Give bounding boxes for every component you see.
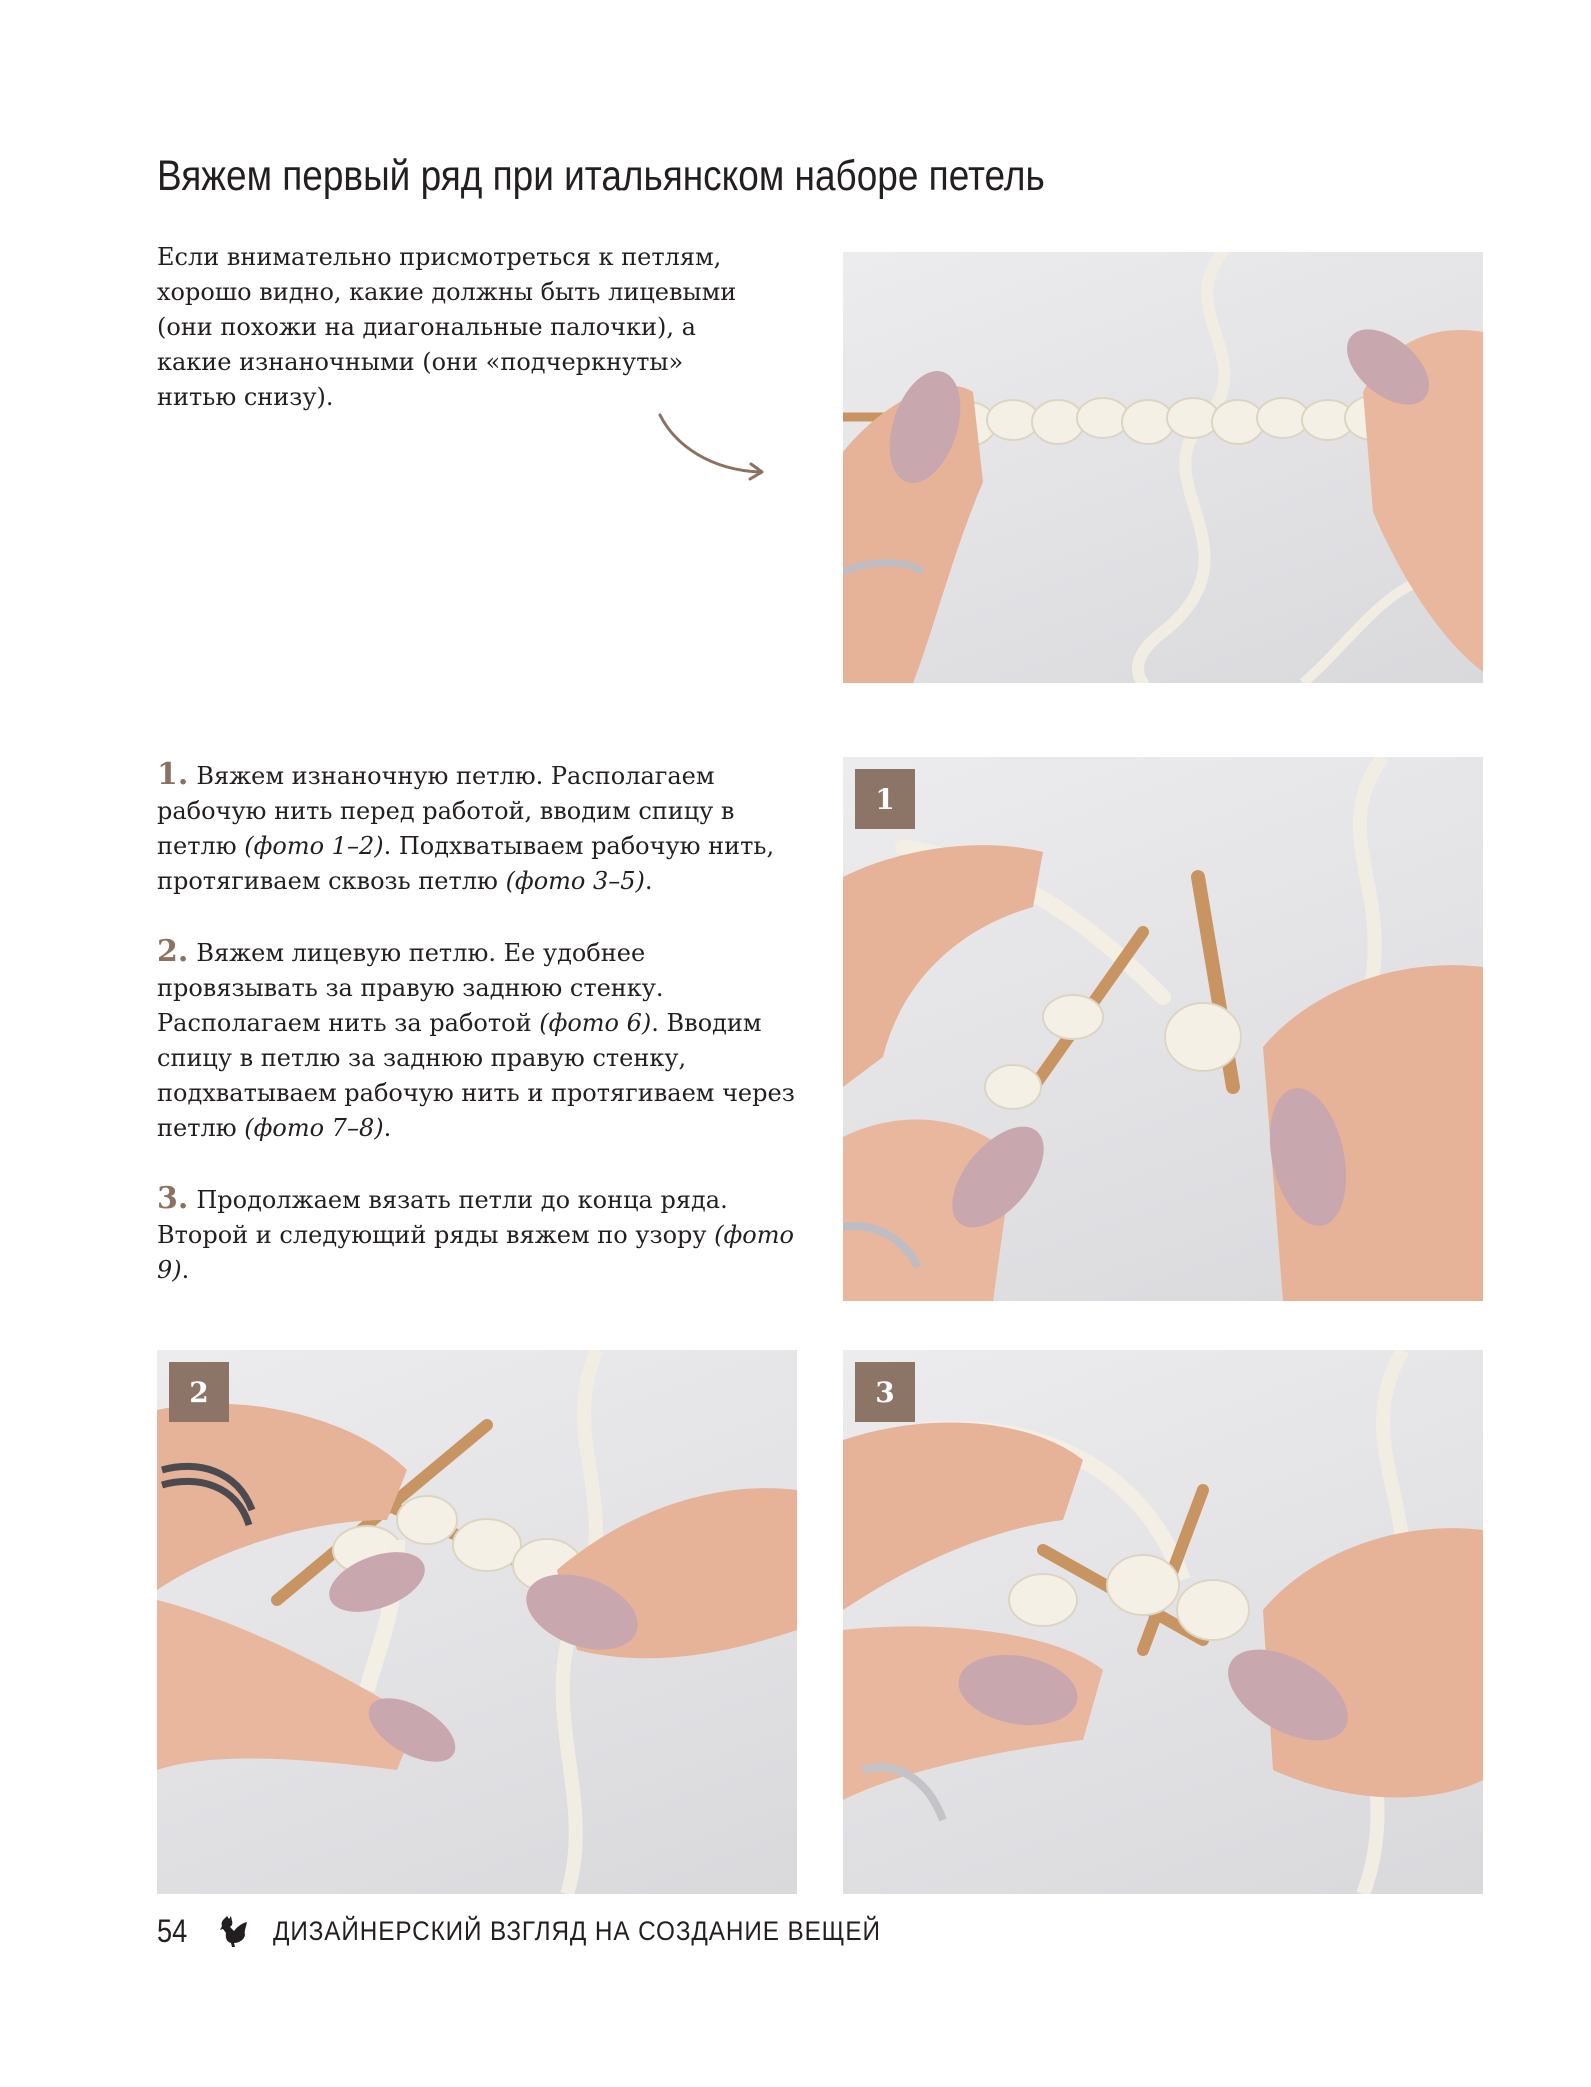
photo-number-badge: 3 bbox=[855, 1362, 915, 1422]
knitting-illustration bbox=[843, 252, 1483, 683]
knitting-illustration bbox=[157, 1350, 797, 1894]
step-number: 2. bbox=[157, 934, 189, 969]
photo-step-1 bbox=[843, 757, 1483, 1301]
curved-arrow-icon bbox=[655, 410, 770, 490]
page-footer bbox=[157, 1906, 948, 1956]
step-2 bbox=[157, 934, 797, 1146]
photo-step-3 bbox=[843, 1350, 1483, 1894]
step-1 bbox=[157, 757, 797, 899]
step-text: . Вводим спицу в петлю за заднюю правую стенку, подхватываем рабочую нить и протягиваем через петлю bbox=[157, 1009, 795, 1142]
rooster-icon bbox=[217, 1913, 253, 1949]
page-number: 54 bbox=[157, 1912, 188, 1949]
photo-reference: (фото 6) bbox=[539, 1009, 652, 1037]
knitting-illustration bbox=[843, 1350, 1483, 1894]
intro-paragraph: Если внимательно присмотреться к петлям, хорошо видно, какие должны быть лицевыми (они похожи на диагональные палочки), а какие изнаночными (они «подчеркнуты» нитью снизу). bbox=[157, 243, 737, 411]
step-text: Вяжем лицевую петлю. Ее удобнее провязывать за правую заднюю стенку. Располагаем нить за работой bbox=[157, 939, 664, 1037]
photo-number-badge: 1 bbox=[855, 769, 915, 829]
step-text: . Подхватываем рабочую нить, протягиваем сквозь петлю bbox=[157, 832, 775, 895]
steps-list bbox=[157, 757, 797, 1323]
step-text: Вяжем изнаночную петлю. Располагаем рабочую нить перед работой, вводим спицу в петлю bbox=[157, 762, 735, 860]
step-text: . bbox=[644, 867, 653, 895]
step-3 bbox=[157, 1181, 797, 1288]
photo-reference: (фото 9) bbox=[157, 1221, 794, 1284]
photo-number-badge: 2 bbox=[169, 1362, 229, 1422]
photo-reference: (фото 1–2) bbox=[244, 832, 384, 860]
photo-step-2 bbox=[157, 1350, 797, 1894]
page-title: Вяжем первый ряд при итальянском наборе петель bbox=[157, 152, 1045, 200]
knitting-illustration bbox=[843, 757, 1483, 1301]
step-text: . bbox=[383, 1114, 392, 1142]
photo-reference: (фото 3–5) bbox=[505, 867, 645, 895]
photo-cast-on-row bbox=[843, 252, 1483, 683]
photo-reference: (фото 7–8) bbox=[244, 1114, 384, 1142]
step-number: 3. bbox=[157, 1181, 189, 1216]
book-title: ДИЗАЙНЕРСКИЙ ВЗГЛЯД НА СОЗДАНИЕ ВЕЩЕЙ bbox=[273, 1915, 881, 1946]
step-text: Продолжаем вязать петли до конца ряда. Второй и следующий ряды вяжем по узору bbox=[157, 1186, 728, 1249]
step-text: . bbox=[181, 1256, 190, 1284]
step-number: 1. bbox=[157, 757, 189, 792]
